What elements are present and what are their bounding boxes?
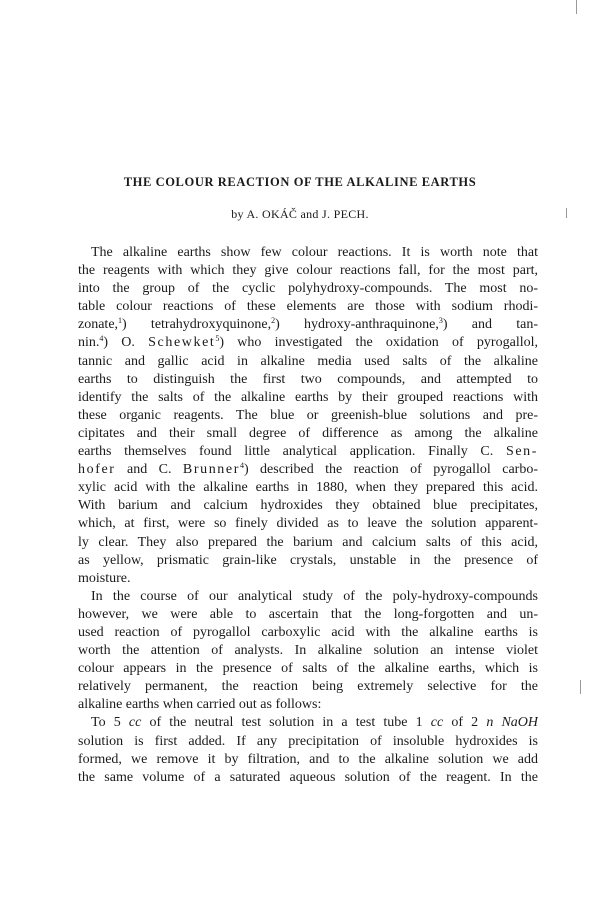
text-line: which, at first, were so finely divided as to leave the solution apparent- xyxy=(78,516,538,532)
text-line: With barium and calcium hydroxides they obtained blue precipitates, xyxy=(78,498,538,514)
text-line: into the group of the cyclic polyhydroxy-compounds. The most no- xyxy=(78,281,538,297)
text-line: identify the salts of the alkaline earths by their grouped reactions with xyxy=(78,389,538,405)
page-title: THE COLOUR REACTION OF THE ALKALINE EARTHS xyxy=(123,175,477,189)
text-line: tannic and gallic acid in alkaline media used salts of the alkaline xyxy=(78,353,538,369)
author-byline: by A. OKÁČ and J. PECH. xyxy=(231,207,369,221)
text-line: however, we were able to ascertain that the long-forgotten and un- xyxy=(78,606,538,622)
text-line: the same volume of a saturated aqueous solution of the reagent. In the xyxy=(78,769,538,785)
footnote-ref: 2 xyxy=(271,316,276,326)
author-name: Brunner xyxy=(182,462,240,478)
text-line: solution is first added. If any precipitation of insoluble hydroxides is xyxy=(78,733,538,749)
text-line: hofer and C. Brunner$^4$) described the reaction of pyrogallol carbo- xyxy=(78,461,538,478)
text-line: earths themselves found little analytical application. Finally C. Sen- xyxy=(78,444,538,460)
text-line: relatively permanent, the reaction being extremely selective for the xyxy=(78,679,538,695)
text-line: moisture. xyxy=(78,570,131,586)
text-line: The alkaline earths show few colour reactions. It is worth note that xyxy=(91,245,538,260)
scan-mark xyxy=(576,0,577,14)
text-line: table colour reactions of these elements are those with sodium rhodi- xyxy=(78,299,538,315)
text-line: cipitates and their small degree of difference as among the alkaline xyxy=(78,425,538,441)
text-line: as yellow, prismatic grain-like crystals, unstable in the presence of xyxy=(78,552,538,568)
text-line: xylic acid with the alkaline earths in 1880, when they prepared this acid. xyxy=(78,480,538,496)
text-line: worth the attention of analysts. In alkaline solution an intense violet xyxy=(78,643,538,659)
footnote-ref: 4 xyxy=(239,461,244,471)
text-line: zonate,$^1$) tetrahydroxyquinone,$^2$) hydroxy-anthraquinone,$^3$) and tan- xyxy=(78,316,538,333)
footnote-ref: 3 xyxy=(438,316,443,326)
footnote-ref: 5 xyxy=(215,334,220,344)
scan-mark xyxy=(566,208,567,218)
text-line: nin.$^4$) O. Schewket$^5$) who investigated the oxidation of pyrogallol, xyxy=(78,334,538,351)
author-name: Schewket xyxy=(148,335,216,351)
text-line: these organic reagents. The blue or greenish-blue solutions and pre- xyxy=(78,407,538,423)
text-line: used reaction of pyrogallol carboxylic acid with the alkaline earths is xyxy=(78,624,538,640)
author-name: hofer xyxy=(78,462,116,478)
footnote-ref: 4 xyxy=(99,334,104,344)
text-line: alkaline earths when carried out as follows: xyxy=(78,697,322,713)
author-name: Sen- xyxy=(505,444,538,460)
text-line: To 5 cc of the neutral test solution in a test tube 1 cc of 2 n NaOH xyxy=(91,715,538,731)
scan-mark xyxy=(580,680,581,694)
text-line: formed, we remove it by filtration, and to the alkaline solution we add xyxy=(78,751,538,767)
text-line: the reagents with which they give colour reactions fall, for the most part, xyxy=(78,263,538,279)
text-line: ly clear. They also prepared the barium and calcium salts of this acid, xyxy=(78,534,538,550)
text-line: In the course of our analytical study of the poly-hydroxy-compounds xyxy=(91,588,538,604)
text-line: colour appears in the presence of salts of the alkaline earths, which is xyxy=(78,661,538,677)
article-body xyxy=(78,244,538,787)
text-line: earths to distinguish the first two compounds, and attempted to xyxy=(78,371,538,387)
footnote-ref: 1 xyxy=(118,316,123,326)
